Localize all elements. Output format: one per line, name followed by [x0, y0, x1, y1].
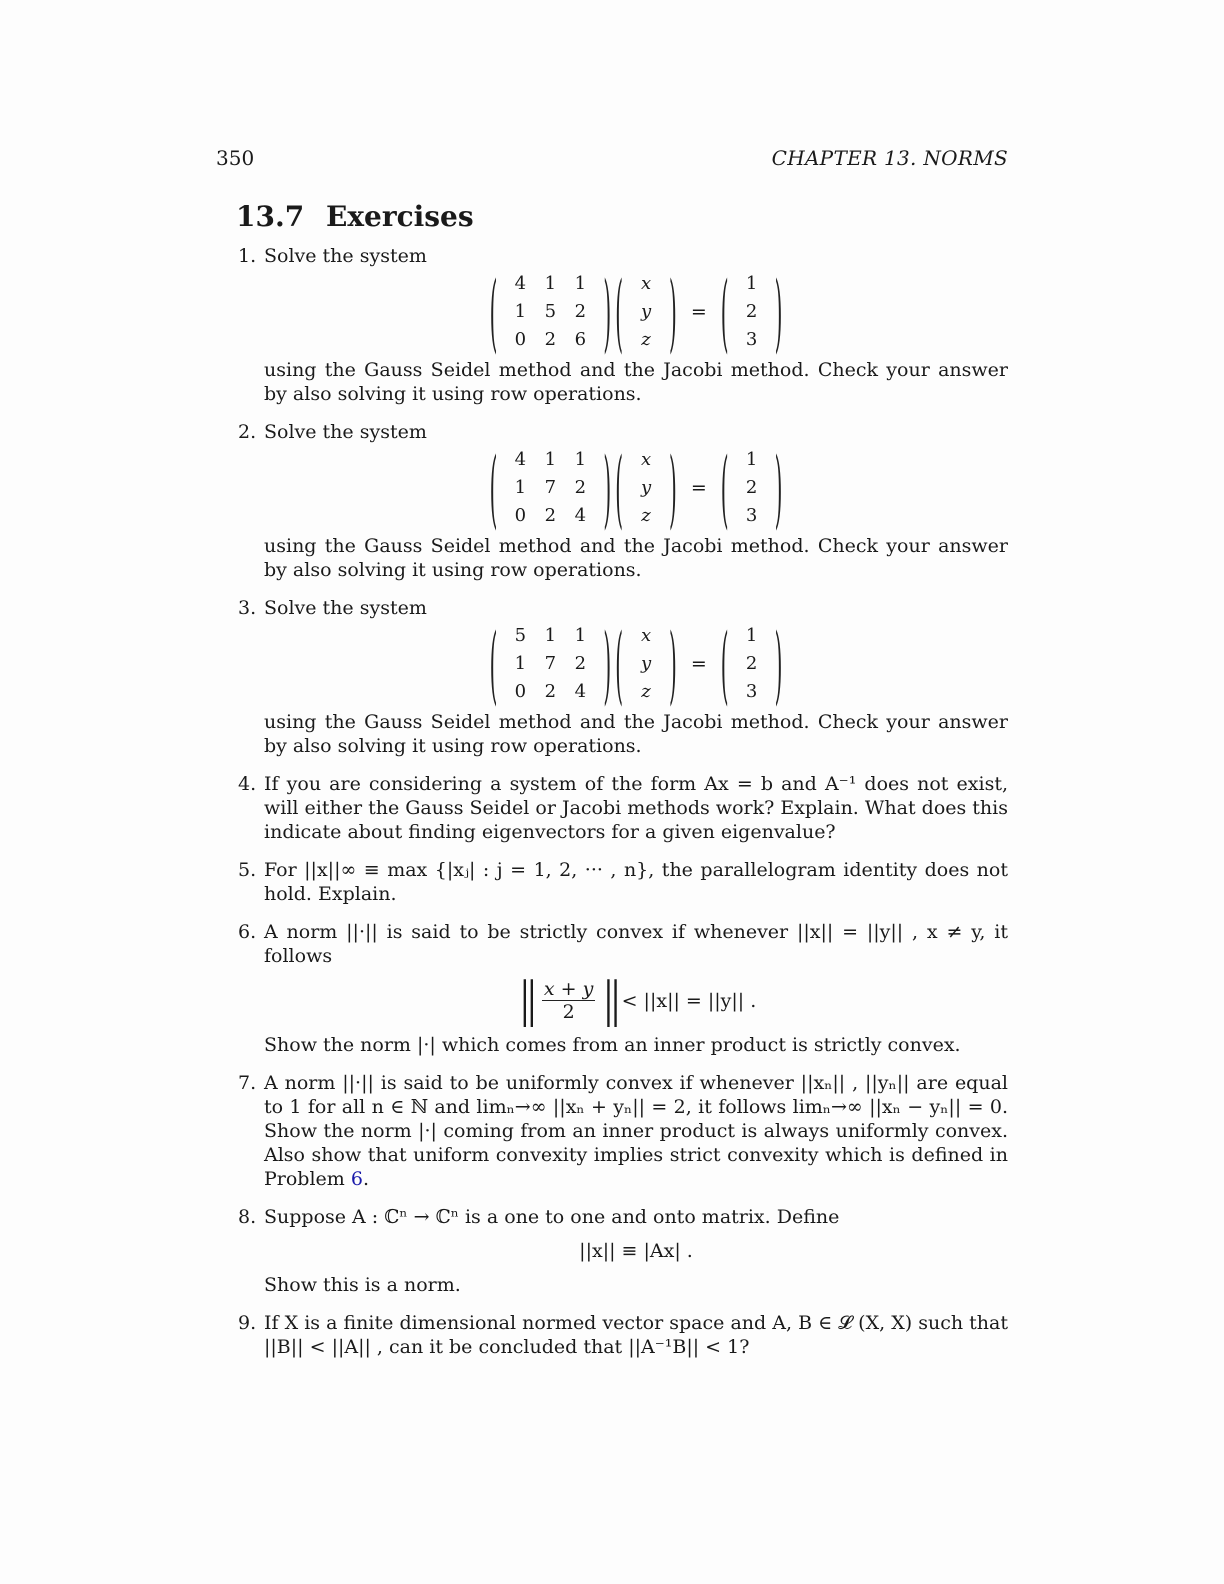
matrix-entry: 2	[574, 477, 587, 498]
exercise-number: 7.	[238, 1072, 257, 1094]
vector-entry: 2	[745, 477, 758, 498]
vector-entry: 2	[745, 653, 758, 674]
matrix-equation	[264, 261, 1008, 363]
norm-definition: ||x|| ≡ |Ax| .	[579, 1240, 693, 1262]
exercise-text-body: A norm ||·|| is said to be uniformly convex if whenever ||xₙ|| , ||yₙ|| are equal to 1 for all n ∈ ℕ and limₙ→∞ ||xₙ + yₙ|| = 2, it follows limₙ→∞ ||xₙ − yₙ|| = 0. Show the norm |·| coming from an inner product is always uniformly convex. Also show that uniform convexity implies strict convexity which is defined in Problem	[264, 1072, 1008, 1190]
matrix-entry: 1	[544, 625, 557, 646]
exercise-number: 8.	[238, 1206, 257, 1228]
coefficient-matrix: ( 4 1 1 1 5 2 0 2 6 )	[489, 261, 612, 363]
variable-vector: ( x y z )	[615, 261, 677, 363]
exercise-8	[238, 1205, 1008, 1297]
vector-entry: y	[640, 653, 652, 674]
coefficient-matrix: ( 4 1 1 1 7 2 0 2 4 )	[489, 437, 612, 539]
norm-bars: ||	[603, 971, 618, 1028]
matrix-entry: 2	[544, 681, 557, 702]
matrix-entry: 1	[514, 653, 527, 674]
inequality-rhs: < ||x|| = ||y|| .	[621, 989, 757, 1012]
matrix-entry: 0	[514, 681, 527, 702]
coefficient-matrix: ( 5 1 1 1 7 2 0 2 4 )	[489, 613, 612, 715]
exercise-number: 6.	[238, 921, 257, 943]
vector-entry: 3	[745, 681, 758, 702]
matrix-entry: 6	[574, 329, 587, 350]
matrix-entry: 1	[574, 625, 587, 646]
exercise-number: 5.	[238, 859, 257, 881]
matrix-entry: 1	[574, 273, 587, 294]
matrix-entry: 7	[544, 477, 557, 498]
exercise-tail: using the Gauss Seidel method and the Jacobi method. Check your answer by also solving it using row operations.	[264, 711, 1008, 757]
problem-reference-link[interactable]: 6	[350, 1168, 363, 1190]
equals-sign: =	[690, 477, 707, 499]
vector-entry: 1	[745, 273, 758, 294]
vector-entry: y	[640, 301, 652, 322]
exercise-lead: Solve the system	[264, 245, 427, 267]
exercise-number: 2.	[238, 421, 257, 443]
exercise-tail: using the Gauss Seidel method and the Jacobi method. Check your answer by also solving it using row operations.	[264, 535, 1008, 581]
exercise-text: If X is a finite dimensional normed vector space and A, B ∈ 𝓛 (X, X) such that ||B|| < ||A|| , can it be concluded that ||A⁻¹B|| < 1?	[264, 1312, 1008, 1358]
exercise-text-end: .	[362, 1168, 369, 1190]
vector-entry: 1	[745, 625, 758, 646]
matrix-entry: 1	[574, 449, 587, 470]
fraction-denominator: 2	[562, 1001, 575, 1023]
rhs-vector: ( 1 2 3 )	[720, 261, 783, 363]
matrix-entry: 1	[544, 449, 557, 470]
vector-entry: x	[640, 625, 652, 646]
matrix-entry: 4	[574, 505, 587, 526]
equals-sign: =	[690, 301, 707, 323]
matrix-entry: 1	[514, 301, 527, 322]
vector-entry: z	[641, 681, 651, 702]
exercise-4	[238, 772, 1008, 844]
vector-entry: 1	[745, 449, 758, 470]
exercise-number: 9.	[238, 1312, 257, 1334]
matrix-entry: 0	[514, 329, 527, 350]
exercise-number: 4.	[238, 773, 257, 795]
exercise-tail: Show this is a norm.	[264, 1274, 461, 1296]
matrix-entry: 1	[514, 477, 527, 498]
exercise-7	[238, 1071, 1008, 1191]
norm-bars: ||	[519, 971, 534, 1028]
matrix-entry: 2	[574, 301, 587, 322]
running-head: CHAPTER 13. NORMS	[771, 146, 1008, 170]
exercise-lead: Suppose A : ℂⁿ → ℂⁿ is a one to one and onto matrix. Define	[264, 1206, 840, 1228]
exercise-6	[238, 920, 1008, 1057]
matrix-entry: 5	[514, 625, 527, 646]
exercise-number: 3.	[238, 597, 257, 619]
fraction-numerator: x + y	[543, 978, 594, 1000]
exercise-lead: Solve the system	[264, 597, 427, 619]
exercise-9	[238, 1311, 1008, 1359]
exercise-text	[264, 1071, 1008, 1191]
section-number: 13.7	[236, 200, 305, 233]
rhs-vector: ( 1 2 3 )	[720, 437, 783, 539]
variable-vector: ( x y z )	[615, 613, 677, 715]
vector-entry: z	[641, 329, 651, 350]
exercise-list	[238, 244, 1008, 1359]
exercise-number: 1.	[238, 245, 257, 267]
vector-entry: 2	[745, 301, 758, 322]
matrix-entry: 0	[514, 505, 527, 526]
vector-entry: z	[641, 505, 651, 526]
exercise-tail: using the Gauss Seidel method and the Jacobi method. Check your answer by also solving it using row operations.	[264, 359, 1008, 405]
variable-vector: ( x y z )	[615, 437, 677, 539]
exercise-lead: Solve the system	[264, 421, 427, 443]
matrix-entry: 5	[544, 301, 557, 322]
section-title-text: Exercises	[326, 200, 474, 233]
matrix-entry: 4	[514, 449, 527, 470]
vector-entry: x	[640, 273, 652, 294]
vector-entry: 3	[745, 505, 758, 526]
exercise-tail: Show the norm |·| which comes from an inner product is strictly convex.	[264, 1034, 961, 1056]
rhs-vector: ( 1 2 3 )	[720, 613, 783, 715]
matrix-equation	[264, 437, 1008, 539]
matrix-entry: 2	[544, 329, 557, 350]
matrix-entry: 1	[544, 273, 557, 294]
matrix-entry: 2	[544, 505, 557, 526]
vector-entry: 3	[745, 329, 758, 350]
exercise-3	[238, 596, 1008, 758]
page-number: 350	[216, 146, 255, 170]
vector-entry: x	[640, 449, 652, 470]
vector-entry: y	[640, 477, 652, 498]
exercise-text: If you are considering a system of the form Ax = b and A⁻¹ does not exist, will either the Gauss Seidel or Jacobi methods work? Explain. What does this indicate about finding eigenvectors for a given eigenvalue?	[264, 773, 1008, 843]
strict-convexity-inequality	[264, 971, 1008, 1028]
matrix-entry: 2	[574, 653, 587, 674]
fraction	[542, 978, 595, 1023]
section-title	[236, 200, 474, 233]
matrix-entry: 4	[574, 681, 587, 702]
equals-sign: =	[690, 653, 707, 675]
exercise-text: For ||x||∞ ≡ max {|xⱼ| : j = 1, 2, ··· , n}, the parallelogram identity does not hold. Explain.	[264, 859, 1008, 905]
exercise-5	[238, 858, 1008, 906]
matrix-entry: 7	[544, 653, 557, 674]
matrix-entry: 4	[514, 273, 527, 294]
exercise-lead: A norm ||·|| is said to be strictly convex if whenever ||x|| = ||y|| , x ≠ y, it follows	[264, 921, 1008, 967]
matrix-equation	[264, 613, 1008, 715]
